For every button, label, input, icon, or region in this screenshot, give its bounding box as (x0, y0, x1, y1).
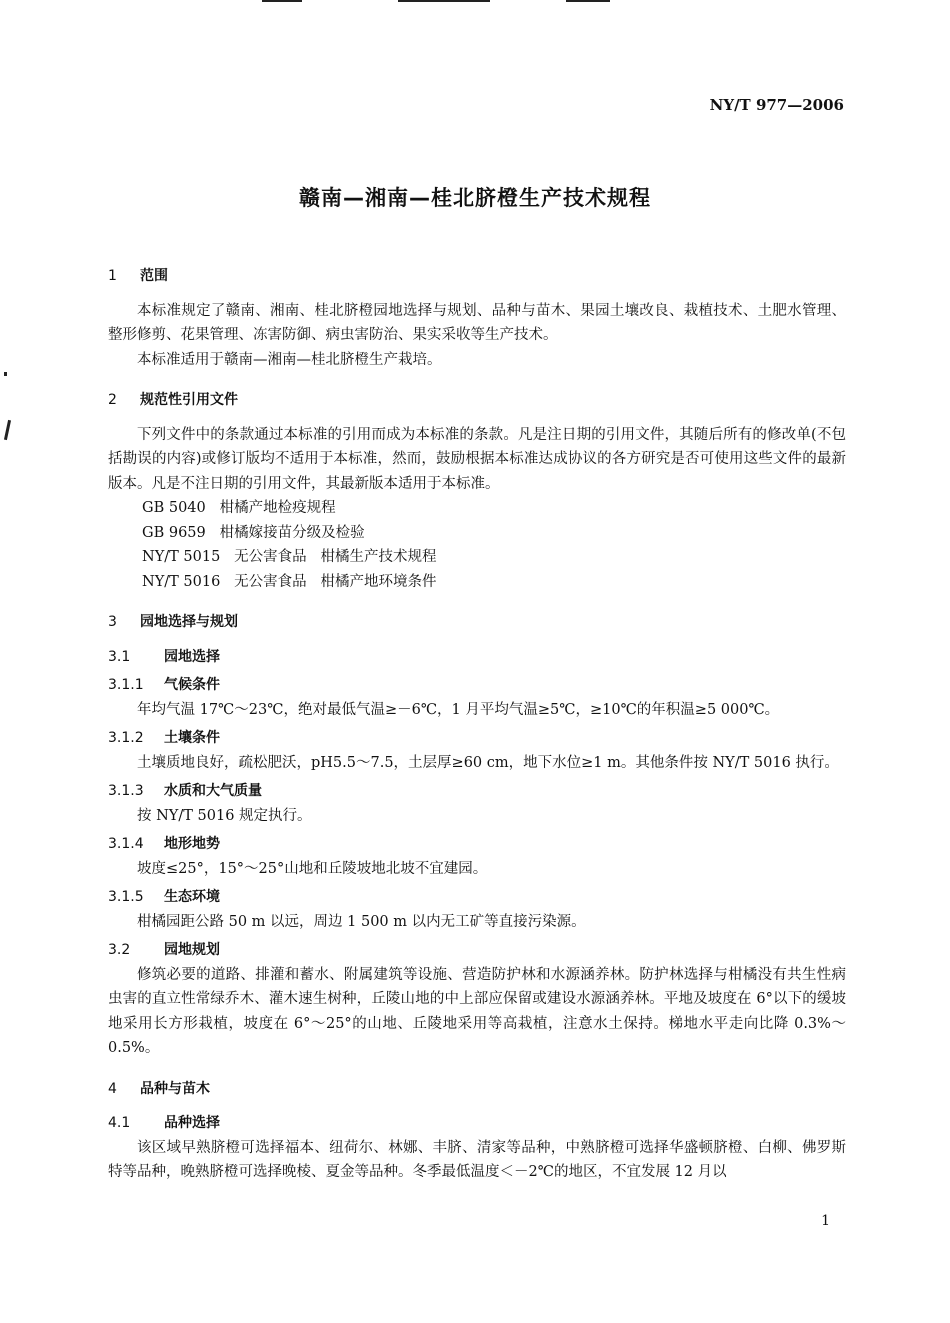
section-title: 规范性引用文件 (140, 392, 238, 408)
page-number: 1 (821, 1213, 830, 1229)
subsection-number: 3.1 (108, 648, 131, 665)
section-3-heading (108, 610, 846, 635)
subsection-title: 园地规划 (164, 942, 220, 958)
section-number: 3 (108, 614, 117, 630)
paragraph: 土壤质地良好，疏松肥沃，pH5.5～7.5，土层厚≥60 cm，地下水位≥1 m。其他条件按 NY/T 5016 执行。 (137, 754, 839, 771)
scan-mark-top-2 (398, 0, 490, 2)
scan-mark-left-dot (4, 372, 7, 376)
subsection-title: 土壤条件 (164, 730, 220, 746)
subsection-title: 地形地势 (164, 836, 220, 852)
section-1-heading (108, 264, 846, 289)
subsection-title: 水质和大气质量 (164, 783, 262, 799)
subsection-number: 3.1.2 (108, 730, 144, 746)
subsection-number: 3.1.1 (108, 677, 144, 693)
subsection-number: 3.1.3 (108, 783, 144, 799)
section-4-heading (108, 1077, 846, 1102)
paragraph: 下列文件中的条款通过本标准的引用而成为本标准的条款。凡是注日期的引用文件，其随后所有的修改单(不包括勘误的内容)或修订版均不适用于本标准，然而，鼓励根据本标准达成协议的各方研究是否可使用这些文件的最新版本。凡是不注日期的引用文件，其最新版本适用于本标准。 (108, 426, 846, 492)
subsection-number: 3.1.5 (108, 889, 144, 905)
subsection-title: 园地选择 (164, 648, 220, 665)
paragraph: 柑橘园距公路 50 m 以远，周边 1 500 m 以内无工矿等直接污染源。 (137, 913, 586, 930)
section-number: 2 (108, 392, 117, 408)
scan-mark-top-1 (262, 0, 302, 2)
subsection-title: 生态环境 (164, 889, 220, 905)
scan-mark-top-3 (566, 0, 610, 2)
section-number: 4 (108, 1080, 117, 1097)
subsection-heading (108, 832, 846, 857)
paragraph: 按 NY/T 5016 规定执行。 (137, 807, 312, 824)
subsection-title: 品种选择 (164, 1115, 220, 1131)
reference-item: NY/T 5016 无公害食品 柑橘产地环境条件 (142, 573, 437, 590)
paragraph: 本标准规定了赣南、湘南、桂北脐橙园地选择与规划、品种与苗木、果园土壤改良、栽植技术、土肥水管理、整形修剪、花果管理、冻害防御、病虫害防治、果实采收等生产技术。 (108, 302, 846, 343)
section-2-heading (108, 388, 846, 413)
reference-item: GB 9659 柑橘嫁接苗分级及检验 (142, 524, 365, 541)
subsection-heading (108, 938, 846, 963)
section-title: 范围 (140, 268, 168, 284)
paragraph: 本标准适用于赣南—湘南—桂北脐橙生产栽培。 (137, 351, 442, 368)
subsection-heading (108, 726, 846, 751)
subsection-title: 气候条件 (164, 677, 220, 693)
paragraph: 坡度≤25°，15°～25°山地和丘陵坡地北坡不宜建园。 (137, 860, 488, 877)
subsection-heading (108, 673, 846, 698)
reference-item: NY/T 5015 无公害食品 柑橘生产技术规程 (142, 549, 437, 565)
document-body (108, 258, 846, 1185)
subsection-number: 3.1.4 (108, 836, 144, 852)
paragraph: 该区域早熟脐橙可选择福本、纽荷尔、林娜、丰脐、清家等品种，中熟脐橙可选择华盛顿脐橙、白柳、佛罗斯特等品种，晚熟脐橙可选择晚棱、夏金等品种。冬季最低温度＜－2℃的地区，不宜发展 12 月以 (108, 1139, 846, 1180)
document-title: 赣南—湘南—桂北脐橙生产技术规程 (299, 186, 651, 210)
paragraph: 年均气温 17℃～23℃，绝对最低气温≥－6℃，1 月平均气温≥5℃，≥10℃的年积温≥5 000℃。 (137, 701, 780, 718)
subsection-number: 4.1 (108, 1115, 131, 1131)
subsection-number: 3.2 (108, 942, 131, 958)
standard-number: NY/T 977—2006 (709, 96, 844, 114)
section-number: 1 (108, 268, 117, 284)
reference-item: GB 5040 柑橘产地检疫规程 (142, 500, 336, 516)
subsection-heading (108, 645, 846, 670)
paragraph: 修筑必要的道路、排灌和蓄水、附属建筑等设施、营造防护林和水源涵养林。防护林选择与柑橘没有共生性病虫害的直立性常绿乔木、灌木速生树种，丘陵山地的中上部应保留或建设水源涵养林。平地及坡度在 6°以下的缓坡地采用长方形栽植，坡度在 6°～25°的山地、丘陵地采用等高栽植，注意水土保持。梯地水平走向比降 0.3%～0.5%。 (108, 966, 846, 1056)
subsection-heading (108, 779, 846, 804)
section-title: 园地选择与规划 (140, 614, 238, 630)
scan-mark-left-stroke (4, 420, 11, 440)
subsection-heading (108, 885, 846, 910)
section-title: 品种与苗木 (140, 1080, 210, 1097)
subsection-heading (108, 1111, 846, 1136)
